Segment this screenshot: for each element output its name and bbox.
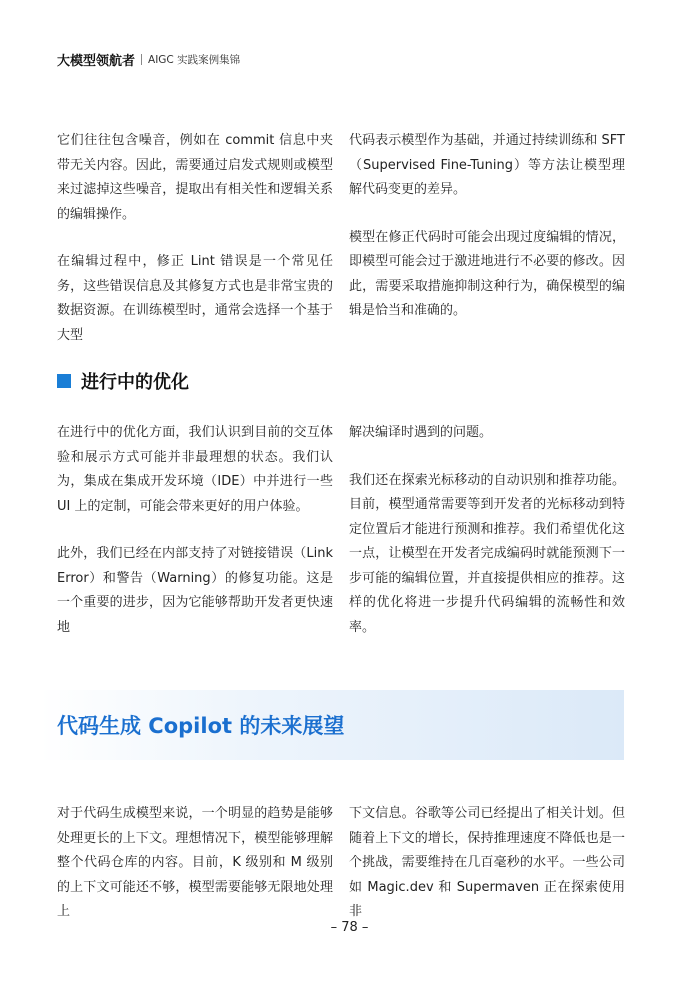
- running-header: [57, 50, 240, 69]
- paragraph: 在编辑过程中，修正 Lint 错误是一个常见任务，这些错误信息及其修复方式也是非常宝贵的数据资源。在训练模型时，通常会选择一个基于大型: [57, 254, 333, 343]
- paragraph: 下文信息。谷歌等公司已经提出了相关计划。但随着上下文的增长，保持推理速度不降低也是一个挑战，需要维持在几百毫秒的水平。一些公司如 Magic.dev 和 Supermaven 正在探索使用非: [349, 806, 625, 919]
- paragraph: 此外，我们已经在内部支持了对链接错误（Link Error）和警告（Warning）的修复功能。这是一个重要的进步，因为它能够帮助开发者更快速地: [57, 546, 333, 635]
- paragraph: 对于代码生成模型来说，一个明显的趋势是能够处理更长的上下文。理想情况下，模型能够理解整个代码仓库的内容。目前，K 级别和 M 级别的上下文可能还不够，模型需要能够无限地处理上: [57, 806, 333, 919]
- series-title: AIGC 实践案例集锦: [148, 54, 241, 66]
- page-number: – 78 –: [330, 920, 369, 935]
- block1-right-column: [349, 129, 625, 324]
- section-heading-optimization: [57, 368, 189, 394]
- book-title: 大模型领航者: [57, 54, 136, 69]
- block2-right-column: [349, 421, 625, 640]
- block1-left-column: [57, 129, 333, 348]
- paragraph: 我们还在探索光标移动的自动识别和推荐功能。目前，模型通常需要等到开发者的光标移动到特定位置后才能进行预测和推荐。我们希望优化这一点，让模型在开发者完成编码时就能预测下一步可能的编辑位置，并直接提供相应的推荐。这样的优化将进一步提升代码编辑的流畅性和效率。: [349, 472, 625, 635]
- paragraph: 解决编译时遇到的问题。: [349, 425, 493, 440]
- paragraph: 它们往往包含噪音，例如在 commit 信息中夹带无关内容。因此，需要通过启发式规则或模型来过滤掉这些噪音，提取出有相关性和逻辑关系的编辑操作。: [57, 133, 333, 222]
- paragraph: 模型在修正代码时可能会出现过度编辑的情况，即模型可能会过于激进地进行不必要的修改。因此，需要采取措施抑制这种行为，确保模型的编辑是恰当和准确的。: [349, 229, 625, 318]
- block3-right-column: [349, 802, 625, 925]
- block3-left-column: [57, 802, 333, 925]
- block2-left-column: [57, 421, 333, 640]
- section-title: 进行中的优化: [81, 372, 189, 393]
- paragraph: 在进行中的优化方面，我们认识到目前的交互体验和展示方式可能并非最理想的状态。我们认为，集成在集成开发环境（IDE）中并进行一些 UI 上的定制，可能会带来更好的用户体验。: [57, 425, 333, 514]
- section-banner-future: [40, 690, 624, 760]
- header-divider: [141, 54, 142, 65]
- banner-title: 代码生成 Copilot 的未来展望: [57, 714, 345, 738]
- heading-square-icon: [57, 374, 71, 388]
- paragraph: 代码表示模型作为基础，并通过持续训练和 SFT（Supervised Fine-Tuning）等方法让模型理解代码变更的差异。: [349, 133, 625, 197]
